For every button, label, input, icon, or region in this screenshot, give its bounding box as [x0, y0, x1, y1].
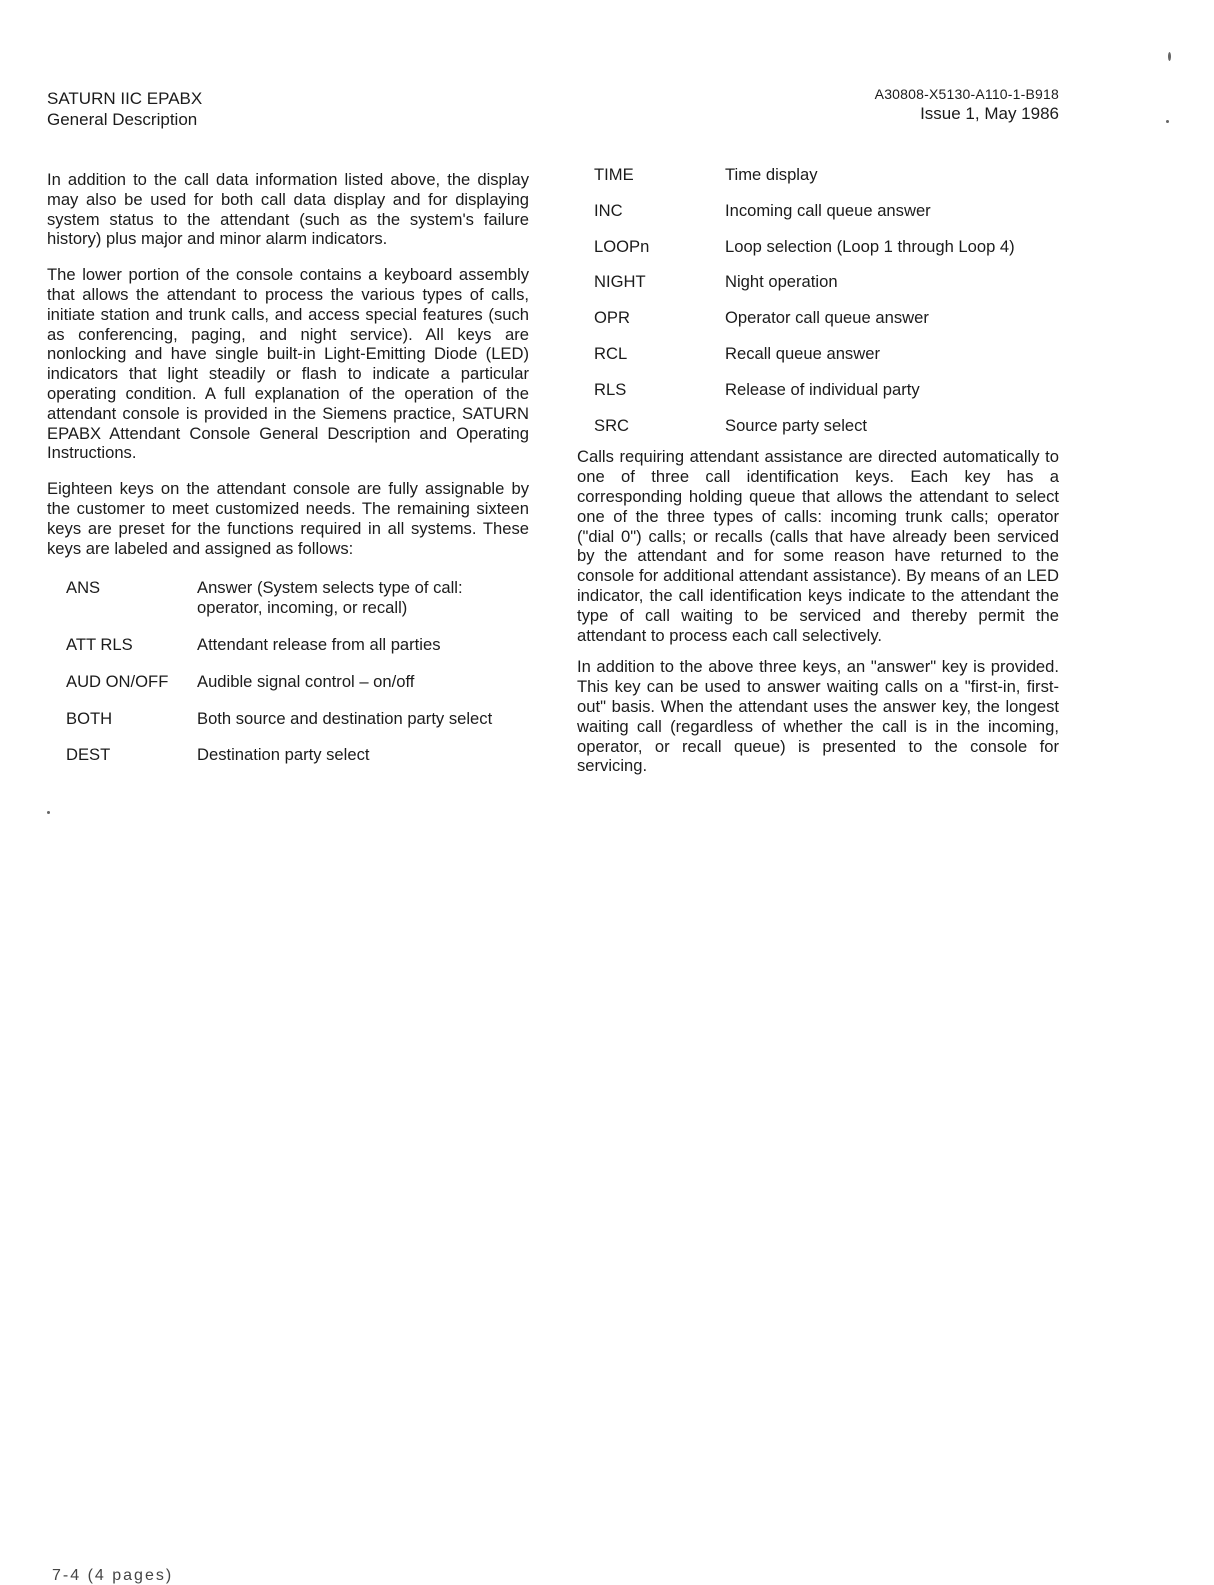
key-assignment-table-left: [66, 578, 529, 782]
key-description: Operator call queue answer: [725, 308, 929, 328]
product-title: SATURN IIC EPABX: [47, 89, 203, 108]
table-row: [594, 165, 1059, 201]
key-label: INC: [594, 200, 623, 220]
key-description: Loop selection (Loop 1 through Loop 4): [725, 236, 1015, 256]
table-row: [66, 635, 529, 672]
page-header-left: [47, 88, 202, 130]
key-description: Incoming call queue answer: [725, 200, 931, 220]
document-number: A30808-X5130-A110-1-B918: [874, 86, 1059, 102]
key-label: TIME: [594, 165, 634, 184]
scan-mark: [1166, 120, 1169, 123]
key-label: NIGHT: [594, 272, 646, 292]
table-row: [66, 709, 529, 746]
key-assignment-table-right: [594, 165, 1059, 441]
page-header-right: [875, 84, 1059, 124]
key-description: Source party select: [725, 415, 868, 435]
paragraph-keyboard-assembly: The lower portion of the console contains a keyboard assembly that allows the attendant to process the various types of calls, initiate station and trunk calls, and access special features (such as conferencing, paging, and night service). All keys are nonlocking and have single built-in Light-Emitting Diode (LED) indicators that light steadily or flash to indicate a particular operating condition. A full explanation of the operation of the attendant console is provided in the Siemens practice, SATURN EPABX Attendant Console General Description and Operating Instructions.: [47, 265, 529, 463]
key-label: OPR: [594, 308, 630, 328]
table-row: [594, 416, 1059, 442]
table-row: [66, 745, 529, 782]
key-description: Attendant release from all parties: [197, 634, 441, 654]
key-label: RCL: [594, 343, 628, 363]
key-description: Recall queue answer: [725, 343, 880, 363]
key-description: Audible signal control – on/off: [197, 671, 415, 691]
key-label: BOTH: [66, 708, 113, 728]
key-description: Answer (System selects type of call: operator, incoming, or recall): [197, 578, 463, 618]
key-label: ANS: [66, 578, 101, 598]
right-column: [577, 165, 1059, 792]
table-row: [594, 201, 1059, 237]
left-column: [47, 170, 529, 782]
key-description: Time display: [725, 165, 818, 184]
table-row: [594, 308, 1059, 344]
table-row: [66, 672, 529, 709]
paragraph-answer-key: In addition to the above three keys, an "answer" key is provided. This key can be used to answer waiting calls on a "first-in, first-out" basis. When the attendant uses the answer key, the longest waiting call (regardless of whether the call is in the incoming, operator, or recall queue) is presented to the console for servicing.: [577, 657, 1059, 776]
paragraph-key-assignment: Eighteen keys on the attendant console are fully assignable by the customer to meet customized needs. The remaining sixteen keys are preset for the functions required in all systems. These keys are labeled and assigned as follows:: [47, 479, 529, 558]
key-description: Destination party select: [197, 745, 370, 765]
paragraph-display-usage: In addition to the call data information listed above, the display may also be used for both call data display and for displaying system status to the attendant (such as the system's failure history) plus major and minor alarm indicators.: [47, 170, 529, 249]
key-label: SRC: [594, 415, 630, 435]
table-row: [66, 578, 529, 635]
scan-mark: [1168, 52, 1171, 61]
key-description: Night operation: [725, 272, 838, 292]
key-label: AUD ON/OFF: [66, 671, 169, 691]
scan-mark: [47, 811, 50, 814]
paragraph-call-identification: Calls requiring attendant assistance are directed automatically to one of three call identification keys. Each key has a corresponding holding queue that allows the attendant to select one of the three types of calls: incoming trunk calls; operator ("dial 0") calls; or recalls (calls that have already been serviced by the attendant and for some reason have returned to the console for additional attendant assistance). By means of an LED indicator, the call identification keys indicate to the attendant the type of call waiting to be serviced and thereby permit the attendant to process each call selectively.: [577, 447, 1059, 645]
key-description: Release of individual party: [725, 379, 920, 399]
page-number: 7-4 (4 pages): [52, 1567, 174, 1584]
section-title: General Description: [47, 110, 198, 129]
table-row: [594, 380, 1059, 416]
issue-date: Issue 1, May 1986: [920, 104, 1059, 123]
key-label: LOOPn: [594, 236, 650, 256]
key-label: ATT RLS: [66, 634, 133, 654]
key-label: RLS: [594, 379, 627, 399]
key-label: DEST: [66, 745, 111, 765]
table-row: [594, 237, 1059, 273]
table-row: [594, 344, 1059, 380]
key-description: Both source and destination party select: [197, 708, 493, 728]
table-row: [594, 272, 1059, 308]
